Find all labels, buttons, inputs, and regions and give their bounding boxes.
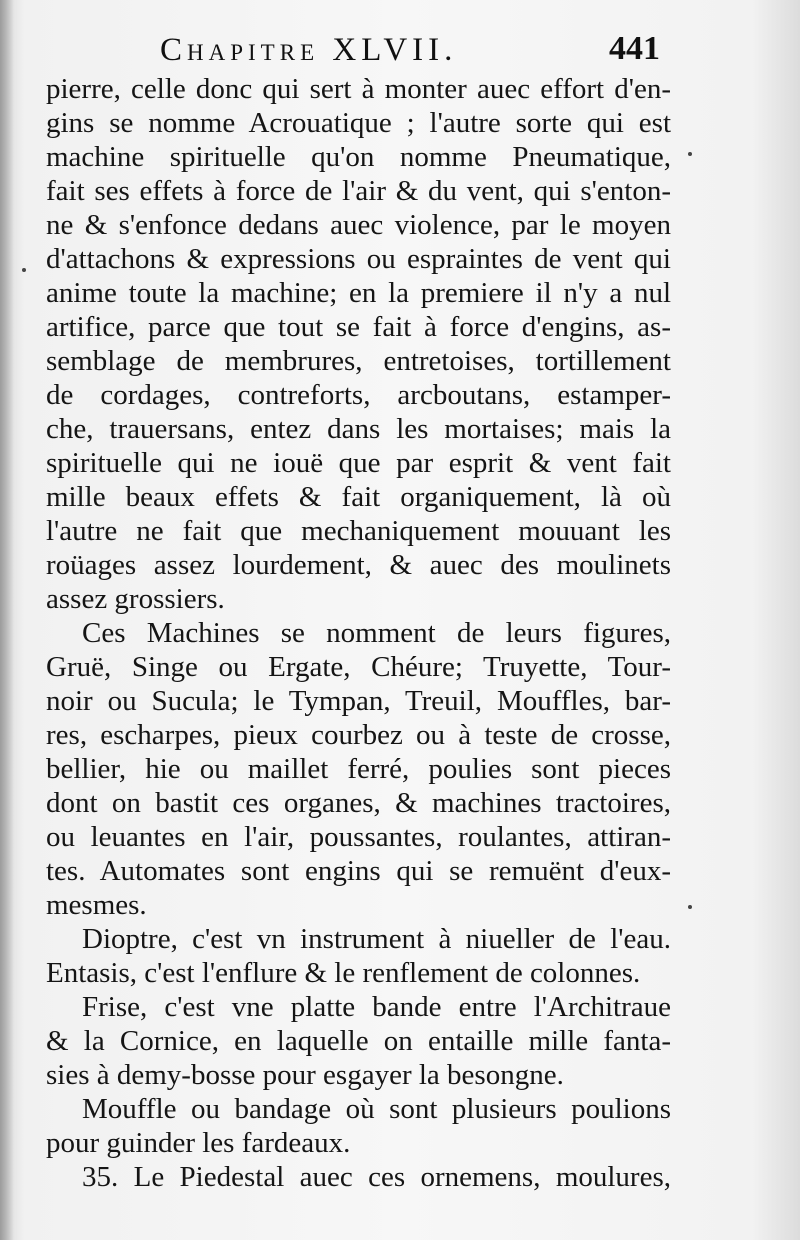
text-line: che, trauersans, entez dans les mortaises; mais la	[46, 413, 671, 445]
print-speck	[688, 905, 692, 909]
text-line: Mouffle ou bandage où sont plusieurs poulions	[82, 1093, 671, 1125]
text-line: de cordages, contreforts, arcboutans, estamper-	[46, 379, 671, 411]
text-line: machine spirituelle qu'on nomme Pneumatique,	[46, 141, 671, 173]
text-line: sies à demy-bosse pour esgayer la besongne.	[46, 1059, 564, 1091]
text-line: dont on bastit ces organes, & machines tractoires,	[46, 787, 671, 819]
print-speck	[22, 268, 26, 272]
text-line: fait ses effets à force de l'air & du vent, qui s'enton-	[46, 175, 671, 207]
paragraph	[46, 1092, 671, 1160]
text-line: res, escharpes, pieux courbez ou à teste de crosse,	[46, 719, 671, 751]
text-line: pour guinder les fardeaux.	[46, 1127, 351, 1159]
text-line: noir ou Sucula; le Tympan, Treuil, Mouffles, bar-	[46, 685, 671, 717]
text-line: roüages assez lourdement, & auec des moulinets	[46, 549, 671, 581]
text-line: ou leuantes en l'air, poussantes, roulantes, attiran-	[46, 821, 671, 853]
text-line: Gruë, Singe ou Ergate, Chéure; Truyette, Tour-	[46, 651, 671, 683]
running-head: Chapitre XLVII.	[160, 32, 458, 68]
text-line: ne & s'enfonce dedans auec violence, par le moyen	[46, 209, 671, 241]
paragraph	[46, 616, 671, 922]
paragraph	[46, 990, 671, 1092]
text-line: bellier, hie ou maillet ferré, poulies sont pieces	[46, 753, 671, 785]
body-text	[46, 72, 671, 1194]
paragraph	[46, 922, 671, 990]
text-line: mille beaux effets & fait organiquement, là où	[46, 481, 671, 513]
page-number: 441	[609, 30, 660, 67]
paragraph	[46, 1160, 671, 1194]
text-line: l'autre ne fait que mechaniquement mouuant les	[46, 515, 671, 547]
paragraph	[46, 72, 671, 616]
text-line: Frise, c'est vne platte bande entre l'Architraue	[82, 991, 671, 1023]
text-line: assez grossiers.	[46, 583, 225, 615]
text-line: d'attachons & expressions ou espraintes de vent qui	[46, 243, 671, 275]
text-line: Dioptre, c'est vn instrument à niueller de l'eau.	[82, 923, 671, 955]
text-line: gins se nomme Acrouatique ; l'autre sorte qui est	[46, 107, 671, 139]
page-header	[160, 24, 660, 74]
text-line: tes. Automates sont engins qui se remuënt d'eux-	[46, 855, 671, 887]
text-line: artifice, parce que tout se fait à force d'engins, as-	[46, 311, 671, 343]
text-line: mesmes.	[46, 889, 147, 921]
text-line: pierre, celle donc qui sert à monter auec effort d'en-	[46, 73, 671, 105]
text-line: 35. Le Piedestal auec ces ornemens, moulures,	[82, 1161, 671, 1193]
text-line: Ces Machines se nomment de leurs figures,	[82, 617, 671, 649]
text-line: Entasis, c'est l'enflure & le renflement de colonnes.	[46, 957, 641, 989]
text-line: & la Cornice, en laquelle on entaille mille fanta-	[46, 1025, 671, 1057]
text-line: semblage de membrures, entretoises, tortillement	[46, 345, 671, 377]
text-line: spirituelle qui ne iouë que par esprit & vent fait	[46, 447, 671, 479]
text-line: anime toute la machine; en la premiere il n'y a nul	[46, 277, 671, 309]
print-speck	[688, 152, 692, 156]
